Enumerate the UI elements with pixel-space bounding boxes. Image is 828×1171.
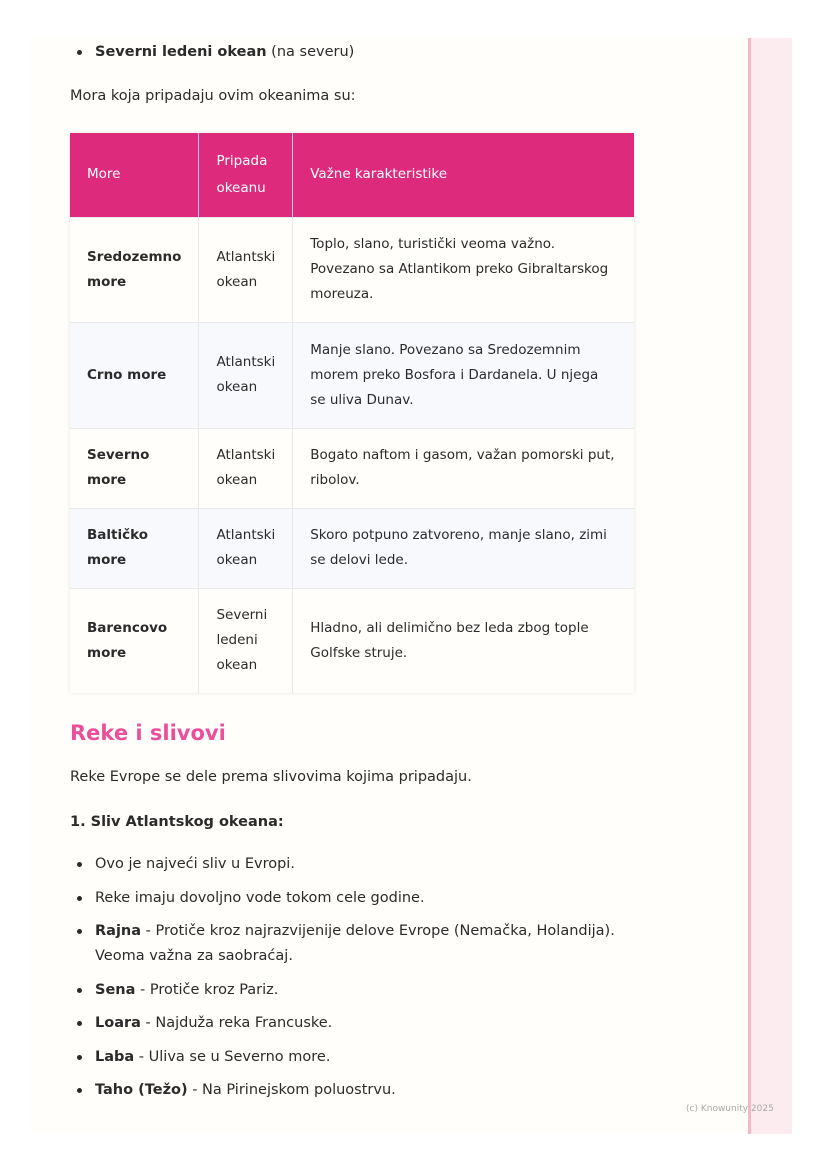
list-item: Laba - Uliva se u Severno more. [70,1045,630,1070]
ocean-name: Severni ledeni okean [199,588,293,693]
sea-description: Manje slano. Povezano sa Sredozemnim morem preko Bosfora i Dardanela. U njega se uliva Dunav. [293,322,634,428]
sea-name: Severno more [70,428,199,508]
sea-name: Baltičko more [70,508,199,588]
table-row [70,588,634,693]
table-row [70,217,634,322]
seas-intro: Mora koja pripadaju ovim okeanima su: [70,88,356,104]
table-row [70,322,634,428]
sea-description: Toplo, slano, turistički veoma važno. Povezano sa Atlantikom preko Gibraltarskog moreuza. [293,217,634,322]
table-header: Važne karakteristike [293,133,634,217]
sea-name: Sredozemno more [70,217,199,322]
section-title: Reke i slivovi [70,721,226,745]
copyright-footer: (c) Knowunity 2025 [686,1104,774,1114]
list-item: Sena - Protiče kroz Pariz. [70,978,630,1003]
list-item: Reke imaju dovoljno vode tokom cele godine. [70,886,630,911]
table-header: Pripada okeanu [199,133,293,217]
rivers-list [70,852,630,1112]
ocean-name: Atlantski okean [199,322,293,428]
list-item: Taho (Težo) - Na Pirinejskom poluostrvu. [70,1078,630,1103]
margin-strip [748,38,792,1134]
list-item: Rajna - Protiče kroz najrazvijenije delove Evrope (Nemačka, Holandija). Veoma važna za saobraćaj. [70,919,630,969]
sea-name: Barencovo more [70,588,199,693]
top-list [70,40,650,65]
table-row [70,428,634,508]
sea-description: Bogato naftom i gasom, važan pomorski put, ribolov. [293,428,634,508]
table-header: More [70,133,199,217]
document-page [30,38,748,1134]
ocean-name: Atlantski okean [199,508,293,588]
sea-description: Hladno, ali delimično bez leda zbog tople Golfske struje. [293,588,634,693]
list-item: Ovo je najveći sliv u Evropi. [70,852,630,877]
subheading: 1. Sliv Atlantskog okeana: [70,814,284,830]
margin-line [748,38,751,1134]
section-intro: Reke Evrope se dele prema slivovima kojima pripadaju. [70,769,472,785]
sea-description: Skoro potpuno zatvoreno, manje slano, zimi se delovi lede. [293,508,634,588]
list-item: Severni ledeni okean (na severu) [70,40,650,65]
seas-table [70,133,634,693]
table-row [70,508,634,588]
sea-name: Crno more [70,322,199,428]
ocean-name: Atlantski okean [199,428,293,508]
ocean-name: Atlantski okean [199,217,293,322]
list-item: Loara - Najduža reka Francuske. [70,1011,630,1036]
